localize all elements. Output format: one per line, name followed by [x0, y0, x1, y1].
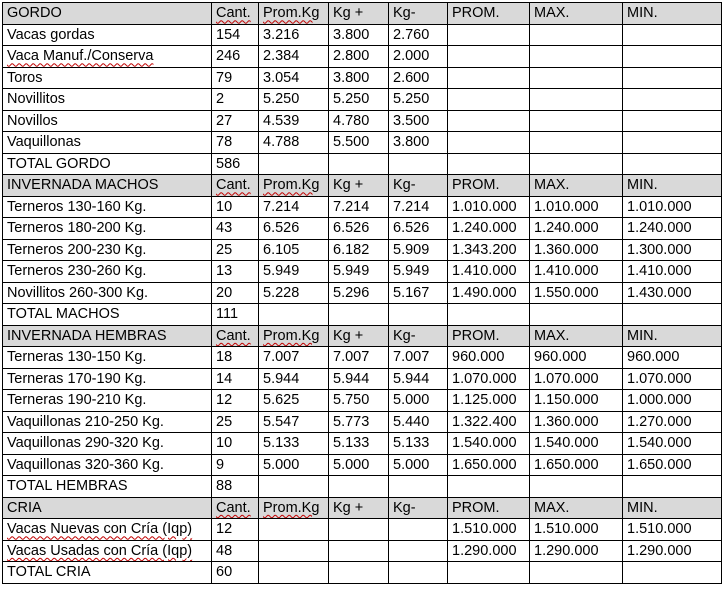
- section-title: INVERNADA HEMBRAS: [3, 325, 212, 347]
- total-row-gordo: [3, 153, 722, 175]
- min-cell: [623, 89, 722, 111]
- kg-max-cell: 5.250: [329, 89, 389, 111]
- section-header-cria: [3, 497, 722, 519]
- prom-kg-cell: 6.105: [259, 239, 329, 261]
- kg-max-cell: 5.944: [329, 368, 389, 390]
- min-cell: 1.430.000: [623, 282, 722, 304]
- category-cell: Terneras 130-150 Kg.: [3, 347, 212, 369]
- kg-min-cell: 3.500: [389, 110, 448, 132]
- max-cell: 1.550.000: [530, 282, 623, 304]
- kg-max-cell: 2.800: [329, 46, 389, 68]
- prom-cell: [448, 89, 530, 111]
- max-cell: 1.410.000: [530, 261, 623, 283]
- min-cell: [623, 132, 722, 154]
- section-header-gordo: [3, 3, 722, 25]
- table-row: [3, 218, 722, 240]
- category-cell: Novillos: [3, 110, 212, 132]
- min-cell: 1.270.000: [623, 411, 722, 433]
- prom-kg-cell: [259, 562, 329, 584]
- cant-cell: 25: [212, 239, 259, 261]
- column-header-kg-min: Kg-: [389, 325, 448, 347]
- cant-cell: 12: [212, 519, 259, 541]
- section-title: GORDO: [3, 3, 212, 25]
- total-label: TOTAL HEMBRAS: [3, 476, 212, 498]
- prom-kg-cell: 5.547: [259, 411, 329, 433]
- kg-max-cell: [329, 562, 389, 584]
- max-cell: 960.000: [530, 347, 623, 369]
- kg-min-cell: [389, 304, 448, 326]
- column-header-prom-kg: Prom.Kg: [259, 175, 329, 197]
- cant-cell: 25: [212, 411, 259, 433]
- column-header-max: MAX.: [530, 325, 623, 347]
- column-header-min: MIN.: [623, 325, 722, 347]
- min-cell: 1.510.000: [623, 519, 722, 541]
- table-row: [3, 239, 722, 261]
- prom-cell: 1.010.000: [448, 196, 530, 218]
- category-cell: Toros: [3, 67, 212, 89]
- cant-cell: 27: [212, 110, 259, 132]
- prom-cell: 1.125.000: [448, 390, 530, 412]
- column-header-prom: PROM.: [448, 3, 530, 25]
- min-cell: 1.410.000: [623, 261, 722, 283]
- cant-cell: 10: [212, 196, 259, 218]
- prom-cell: 960.000: [448, 347, 530, 369]
- prom-kg-cell: 5.228: [259, 282, 329, 304]
- table-row: [3, 46, 722, 68]
- prom-kg-cell: 4.788: [259, 132, 329, 154]
- column-header-prom-kg: Prom.Kg: [259, 325, 329, 347]
- min-cell: [623, 24, 722, 46]
- kg-min-cell: 5.944: [389, 368, 448, 390]
- min-cell: [623, 476, 722, 498]
- category-cell: Vaca Manuf./Conserva: [3, 46, 212, 68]
- column-header-min: MIN.: [623, 497, 722, 519]
- prom-kg-cell: [259, 153, 329, 175]
- kg-max-cell: 4.780: [329, 110, 389, 132]
- category-cell: Terneras 190-210 Kg.: [3, 390, 212, 412]
- section-title: INVERNADA MACHOS: [3, 175, 212, 197]
- kg-min-cell: [389, 476, 448, 498]
- min-cell: 1.070.000: [623, 368, 722, 390]
- table-row: [3, 390, 722, 412]
- max-cell: [530, 24, 623, 46]
- section-header-invernada-hembras: [3, 325, 722, 347]
- max-cell: 1.150.000: [530, 390, 623, 412]
- prom-kg-cell: [259, 476, 329, 498]
- kg-max-cell: 6.526: [329, 218, 389, 240]
- kg-max-cell: 3.800: [329, 24, 389, 46]
- prom-cell: 1.343.200: [448, 239, 530, 261]
- cant-cell: 13: [212, 261, 259, 283]
- total-label: TOTAL MACHOS: [3, 304, 212, 326]
- max-cell: 1.240.000: [530, 218, 623, 240]
- category-cell: Terneros 130-160 Kg.: [3, 196, 212, 218]
- min-cell: 960.000: [623, 347, 722, 369]
- cant-cell: 154: [212, 24, 259, 46]
- kg-max-cell: 5.750: [329, 390, 389, 412]
- table-row: [3, 196, 722, 218]
- max-cell: [530, 476, 623, 498]
- cant-cell: 18: [212, 347, 259, 369]
- total-row-cria: [3, 562, 722, 584]
- prom-cell: 1.240.000: [448, 218, 530, 240]
- column-header-prom-kg: Prom.Kg: [259, 497, 329, 519]
- kg-max-cell: [329, 153, 389, 175]
- prom-kg-cell: [259, 304, 329, 326]
- prom-kg-cell: 4.539: [259, 110, 329, 132]
- kg-min-cell: 2.000: [389, 46, 448, 68]
- max-cell: 1.010.000: [530, 196, 623, 218]
- max-cell: 1.540.000: [530, 433, 623, 455]
- column-header-cant: Cant.: [212, 3, 259, 25]
- max-cell: [530, 562, 623, 584]
- table-row: [3, 433, 722, 455]
- category-cell: Vaquillonas 210-250 Kg.: [3, 411, 212, 433]
- kg-min-cell: 5.440: [389, 411, 448, 433]
- kg-min-cell: 3.800: [389, 132, 448, 154]
- prom-kg-cell: 3.216: [259, 24, 329, 46]
- prom-cell: [448, 153, 530, 175]
- min-cell: 1.300.000: [623, 239, 722, 261]
- kg-min-cell: 7.007: [389, 347, 448, 369]
- prom-cell: [448, 67, 530, 89]
- prom-cell: 1.410.000: [448, 261, 530, 283]
- prom-cell: 1.070.000: [448, 368, 530, 390]
- column-header-prom-kg: Prom.Kg: [259, 3, 329, 25]
- column-header-cant: Cant.: [212, 175, 259, 197]
- cant-cell: 48: [212, 540, 259, 562]
- total-count: 586: [212, 153, 259, 175]
- kg-min-cell: 2.600: [389, 67, 448, 89]
- kg-max-cell: 5.500: [329, 132, 389, 154]
- kg-min-cell: 7.214: [389, 196, 448, 218]
- kg-min-cell: 6.526: [389, 218, 448, 240]
- column-header-min: MIN.: [623, 3, 722, 25]
- column-header-kg-max: Kg +: [329, 325, 389, 347]
- min-cell: [623, 153, 722, 175]
- min-cell: 1.290.000: [623, 540, 722, 562]
- kg-min-cell: 5.000: [389, 390, 448, 412]
- prom-kg-cell: 7.214: [259, 196, 329, 218]
- max-cell: [530, 46, 623, 68]
- column-header-kg-max: Kg +: [329, 175, 389, 197]
- max-cell: [530, 110, 623, 132]
- prom-cell: 1.650.000: [448, 454, 530, 476]
- kg-min-cell: 5.909: [389, 239, 448, 261]
- category-cell: Novillitos 260-300 Kg.: [3, 282, 212, 304]
- category-cell: Vaquillonas 290-320 Kg.: [3, 433, 212, 455]
- min-cell: [623, 562, 722, 584]
- prom-kg-cell: 5.949: [259, 261, 329, 283]
- cant-cell: 20: [212, 282, 259, 304]
- section-header-invernada-machos: [3, 175, 722, 197]
- column-header-cant: Cant.: [212, 497, 259, 519]
- kg-max-cell: 6.182: [329, 239, 389, 261]
- min-cell: 1.010.000: [623, 196, 722, 218]
- total-row-invernada-hembras: [3, 476, 722, 498]
- cant-cell: 10: [212, 433, 259, 455]
- kg-min-cell: 5.167: [389, 282, 448, 304]
- kg-min-cell: [389, 540, 448, 562]
- column-header-kg-min: Kg-: [389, 3, 448, 25]
- prom-cell: [448, 304, 530, 326]
- max-cell: 1.290.000: [530, 540, 623, 562]
- category-cell: Vacas Nuevas con Cría (Iqp): [3, 519, 212, 541]
- category-cell: Terneros 180-200 Kg.: [3, 218, 212, 240]
- cant-cell: 2: [212, 89, 259, 111]
- kg-min-cell: [389, 153, 448, 175]
- cant-cell: 79: [212, 67, 259, 89]
- table-row: [3, 89, 722, 111]
- column-header-kg-max: Kg +: [329, 3, 389, 25]
- prom-cell: [448, 110, 530, 132]
- prom-cell: [448, 46, 530, 68]
- max-cell: [530, 132, 623, 154]
- kg-max-cell: 3.800: [329, 67, 389, 89]
- column-header-kg-max: Kg +: [329, 497, 389, 519]
- cant-cell: 9: [212, 454, 259, 476]
- kg-max-cell: 5.000: [329, 454, 389, 476]
- livestock-price-table: [2, 2, 722, 584]
- kg-max-cell: [329, 476, 389, 498]
- kg-min-cell: [389, 519, 448, 541]
- min-cell: [623, 110, 722, 132]
- min-cell: [623, 46, 722, 68]
- prom-cell: [448, 132, 530, 154]
- min-cell: 1.240.000: [623, 218, 722, 240]
- category-cell: Vaquillonas: [3, 132, 212, 154]
- kg-max-cell: [329, 540, 389, 562]
- category-cell: Vacas gordas: [3, 24, 212, 46]
- prom-kg-cell: [259, 540, 329, 562]
- max-cell: 1.510.000: [530, 519, 623, 541]
- kg-min-cell: 5.949: [389, 261, 448, 283]
- prom-kg-cell: [259, 519, 329, 541]
- table-row: [3, 519, 722, 541]
- prom-cell: 1.510.000: [448, 519, 530, 541]
- cant-cell: 12: [212, 390, 259, 412]
- kg-min-cell: 2.760: [389, 24, 448, 46]
- prom-kg-cell: 5.133: [259, 433, 329, 455]
- column-header-max: MAX.: [530, 497, 623, 519]
- total-label: TOTAL GORDO: [3, 153, 212, 175]
- table-row: [3, 261, 722, 283]
- prom-cell: 1.322.400: [448, 411, 530, 433]
- prom-cell: 1.490.000: [448, 282, 530, 304]
- column-header-max: MAX.: [530, 3, 623, 25]
- table-row: [3, 67, 722, 89]
- column-header-prom: PROM.: [448, 497, 530, 519]
- column-header-prom: PROM.: [448, 175, 530, 197]
- kg-min-cell: 5.250: [389, 89, 448, 111]
- total-count: 88: [212, 476, 259, 498]
- max-cell: [530, 153, 623, 175]
- min-cell: [623, 67, 722, 89]
- kg-max-cell: 5.296: [329, 282, 389, 304]
- table-row: [3, 411, 722, 433]
- column-header-prom: PROM.: [448, 325, 530, 347]
- max-cell: [530, 89, 623, 111]
- total-row-invernada-machos: [3, 304, 722, 326]
- prom-cell: [448, 476, 530, 498]
- prom-kg-cell: 5.625: [259, 390, 329, 412]
- column-header-cant: Cant.: [212, 325, 259, 347]
- category-cell: Vaquillonas 320-360 Kg.: [3, 454, 212, 476]
- max-cell: 1.070.000: [530, 368, 623, 390]
- prom-kg-cell: 7.007: [259, 347, 329, 369]
- prom-kg-cell: 5.944: [259, 368, 329, 390]
- prom-cell: [448, 562, 530, 584]
- category-cell: Terneros 200-230 Kg.: [3, 239, 212, 261]
- column-header-kg-min: Kg-: [389, 175, 448, 197]
- column-header-min: MIN.: [623, 175, 722, 197]
- kg-max-cell: 7.214: [329, 196, 389, 218]
- table-row: [3, 540, 722, 562]
- max-cell: 1.650.000: [530, 454, 623, 476]
- kg-min-cell: [389, 562, 448, 584]
- prom-cell: 1.290.000: [448, 540, 530, 562]
- max-cell: 1.360.000: [530, 411, 623, 433]
- kg-max-cell: 5.133: [329, 433, 389, 455]
- max-cell: [530, 67, 623, 89]
- table-row: [3, 132, 722, 154]
- table-row: [3, 347, 722, 369]
- min-cell: 1.650.000: [623, 454, 722, 476]
- table-row: [3, 110, 722, 132]
- cant-cell: 78: [212, 132, 259, 154]
- table-row: [3, 454, 722, 476]
- prom-kg-cell: 5.000: [259, 454, 329, 476]
- category-cell: Terneras 170-190 Kg.: [3, 368, 212, 390]
- total-count: 60: [212, 562, 259, 584]
- category-cell: Terneros 230-260 Kg.: [3, 261, 212, 283]
- cant-cell: 43: [212, 218, 259, 240]
- min-cell: 1.540.000: [623, 433, 722, 455]
- max-cell: 1.360.000: [530, 239, 623, 261]
- prom-cell: 1.540.000: [448, 433, 530, 455]
- min-cell: 1.000.000: [623, 390, 722, 412]
- prom-kg-cell: 2.384: [259, 46, 329, 68]
- column-header-kg-min: Kg-: [389, 497, 448, 519]
- total-count: 111: [212, 304, 259, 326]
- prom-cell: [448, 24, 530, 46]
- kg-max-cell: [329, 519, 389, 541]
- kg-min-cell: 5.000: [389, 454, 448, 476]
- table-row: [3, 368, 722, 390]
- kg-max-cell: 5.773: [329, 411, 389, 433]
- column-header-max: MAX.: [530, 175, 623, 197]
- kg-max-cell: 7.007: [329, 347, 389, 369]
- kg-min-cell: 5.133: [389, 433, 448, 455]
- cant-cell: 14: [212, 368, 259, 390]
- prom-kg-cell: 5.250: [259, 89, 329, 111]
- max-cell: [530, 304, 623, 326]
- table-row: [3, 282, 722, 304]
- category-cell: Novillitos: [3, 89, 212, 111]
- prom-kg-cell: 3.054: [259, 67, 329, 89]
- kg-max-cell: [329, 304, 389, 326]
- min-cell: [623, 304, 722, 326]
- kg-max-cell: 5.949: [329, 261, 389, 283]
- total-label: TOTAL CRIA: [3, 562, 212, 584]
- table-row: [3, 24, 722, 46]
- category-cell: Vacas Usadas con Cría (Iqp): [3, 540, 212, 562]
- prom-kg-cell: 6.526: [259, 218, 329, 240]
- cant-cell: 246: [212, 46, 259, 68]
- section-title: CRIA: [3, 497, 212, 519]
